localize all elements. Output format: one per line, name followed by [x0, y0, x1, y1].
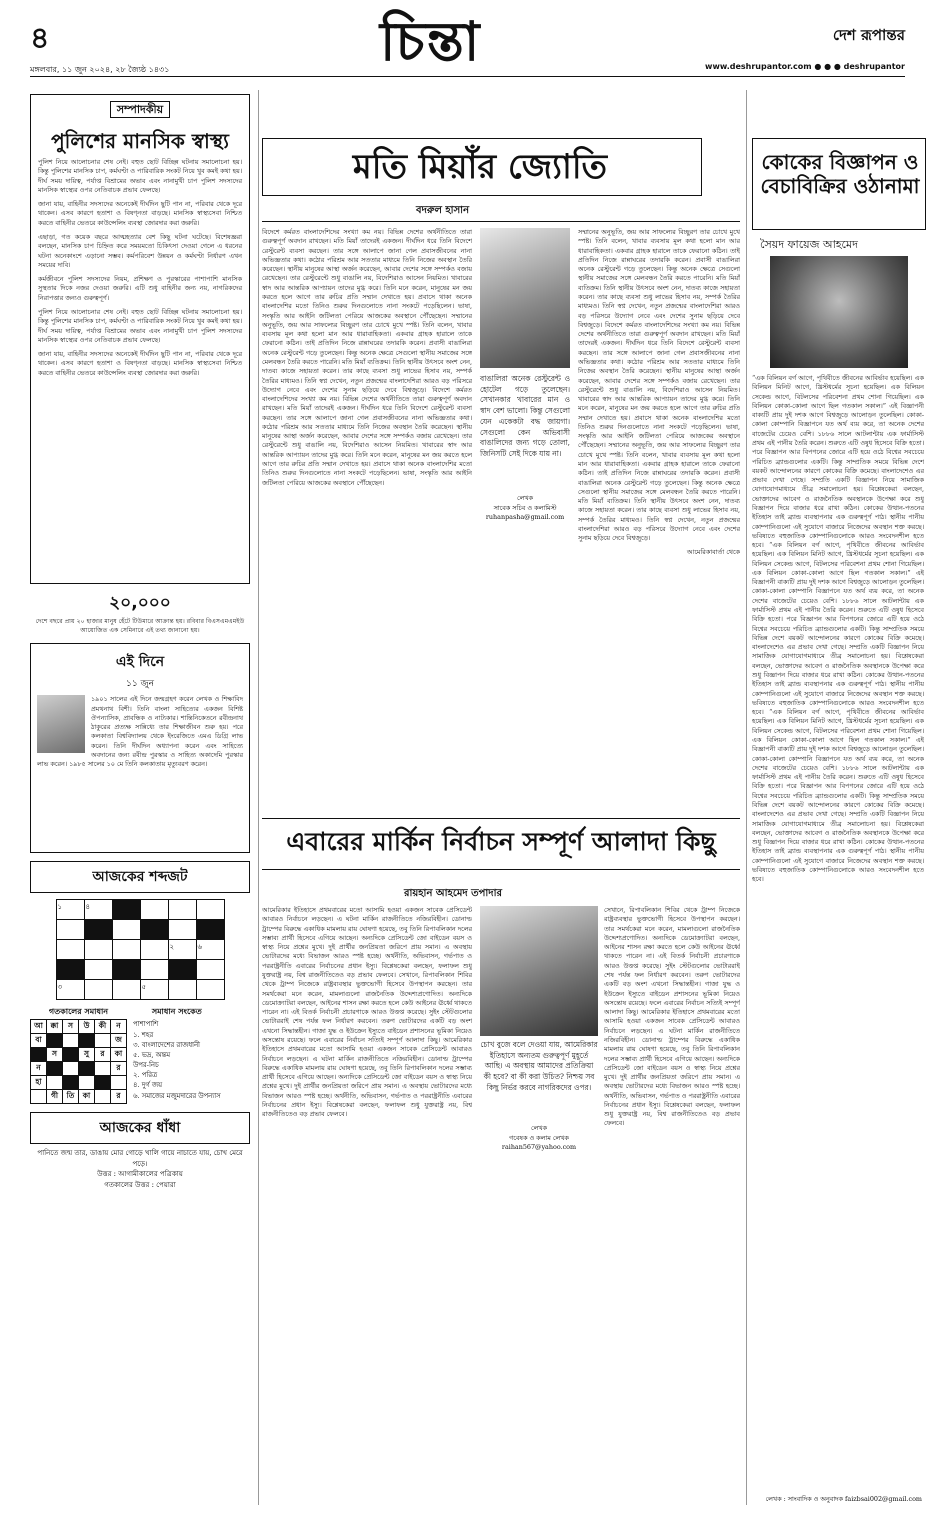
- blank-solution-cell: [47, 1034, 63, 1048]
- article2-pullquote: চোখ বুজে বলে দেওয়া যায়, আমেরিকার ইতিহাসে অন্যতম গুরুত্বপূর্ণ মুহূর্তে আছি। এ অবস্থায় আমাদের প্রতিক্রিয়া কী হবে? বা কী করা উচিত? নিশ্চয় সব কিছু নির্ভর করবে নাগরিকদের ওপর।: [480, 1040, 598, 1092]
- solution-cell: সু: [79, 1048, 95, 1062]
- stat-text: দেশে বছরে প্রায় ২০ হাজার মানুষ হেঁটে টিউমারে আক্রান্ত হয়। রবিবার বিএসএমএমইউ আয়োজিত এক সেমিনারে এই তথ্য জানানো হয়।: [35, 618, 245, 634]
- article1-source: আমেরিকাবার্তা থেকে: [686, 547, 740, 556]
- cell[interactable]: ২: [168, 940, 196, 960]
- blank-solution-cell: [79, 1076, 95, 1090]
- blank-solution-cell: [63, 1034, 79, 1048]
- solution-block: [30, 1006, 127, 1104]
- riddle-title: আজকের ধাঁধা: [30, 1112, 250, 1144]
- cell[interactable]: [112, 980, 140, 1000]
- masthead: [0, 0, 945, 78]
- solution-cell: স: [47, 1048, 63, 1062]
- solution-cell: স: [63, 1020, 79, 1034]
- solution-grid: [30, 1019, 127, 1104]
- blank-solution-cell: [63, 1076, 79, 1090]
- cell[interactable]: ৬: [196, 940, 224, 960]
- black-cell: [112, 900, 140, 920]
- cell[interactable]: [140, 900, 168, 920]
- black-cell: [140, 920, 168, 940]
- cell[interactable]: [84, 940, 112, 960]
- crossword-title: আজকের শব্দজট: [30, 861, 250, 893]
- cell[interactable]: [56, 940, 84, 960]
- dateline: মঙ্গলবার, ১১ জুন ২০২৪, ২৮ জ্যৈষ্ঠ ১৪৩১: [30, 65, 170, 74]
- solution-cell: ন: [111, 1020, 127, 1034]
- this-day-box: [30, 643, 250, 853]
- black-cell: [168, 960, 196, 980]
- cell[interactable]: [168, 900, 196, 920]
- clue-item: পাশাপাশি: [133, 1020, 159, 1029]
- cell[interactable]: [140, 960, 168, 980]
- crossword-grid[interactable]: [56, 899, 225, 1000]
- article1-byline: বদরুল হাসান: [416, 205, 470, 216]
- blank-solution-cell: [31, 1048, 47, 1062]
- solution-cell: কা: [111, 1048, 127, 1062]
- article-rule: [262, 221, 740, 222]
- clue-item: ৪. দুর্গ জয়: [133, 1081, 163, 1090]
- cell[interactable]: [84, 980, 112, 1000]
- article2-author-info: লেখক গবেষক ও কলাম লেখক raihan567@yahoo.com: [501, 1124, 577, 1152]
- solution-cell: আ: [31, 1020, 47, 1034]
- blank-solution-cell: [95, 1090, 111, 1104]
- stat-box: [30, 590, 250, 635]
- article3-headline[interactable]: কোকের বিজ্ঞাপন ও বেচাবিক্রির ওঠানামা: [760, 150, 920, 198]
- article2-column-1: আমেরিকার ইতিহাসে প্রথমবারের মতো আসামি হওয়া একজন সাবেক প্রেসিডেন্ট আবারও নির্বাচনে লড়ছেন। এ ঘটনা মার্কিন রাজনীতিতে নজিরবিহীন। ডোনাল্ড ট্রাম্পের বিরুদ্ধে একাধিক মামলায় রায় ঘোষণা হয়েছে, তবু তিনি রিপাবলিকান দলের সম্ভাব্য প্রার্থী হিসেবে এগিয়ে আছেন। অন্যদিকে প্রেসিডেন্ট জো বাইডেন বয়স ও স্বাস্থ্য নিয়ে প্রশ্নের মুখে। দুই প্রার্থীর জনপ্রিয়তা জরিপে প্রায় সমান। এ অবস্থায় ভোটারদের মধ্যে বিভাজন আরও স্পষ্ট হচ্ছে। অর্থনীতি, অভিবাসন, গর্ভপাত ও পররাষ্ট্রনীতি এবারের নির্বাচনের প্রধান ইস্যু। বিশ্লেষকেরা বলছেন, ফলাফল শুধু যুক্তরাষ্ট্র নয়, বিশ্ব রাজনীতিতেও বড় প্রভাব ফেলবে। সেখানে, রিপাবলিকান শিবির থেকে ট্রাম্প নিজেকে রাষ্ট্রব্যবস্থার ভুক্তভোগী হিসেবে উপস্থাপন করছেন। তার সমর্থকেরা মনে করেন, মামলাগুলো রাজনৈতিক উদ্দেশ্যপ্রণোদিত। অন্যদিকে ডেমোক্র্যাটরা বলছেন, আইনের শাসন রক্ষা করতে হলে কেউ আইনের ঊর্ধ্বে থাকতে পারেন না। এই বিতর্ক নির্বাচনী প্রচারণাকে আরও উত্তপ্ত করেছে। সুইং স্টেটগুলোর ভোটাররাই শেষ পর্যন্ত ফল নির্ধারণ করবেন। তরুণ ভোটারদের একটি বড় অংশ এখনো সিদ্ধান্তহীন। গাজা যুদ্ধ ও ইউক্রেন ইস্যুতে বাইডেন প্রশাসনের ভূমিকা নিয়েও অসন্তোষ রয়েছে। ফলে এবারের নির্বাচন সত্যিই সম্পূর্ণ আলাদা কিছু। আমেরিকার ইতিহাসে প্রথমবারের মতো আসামি হওয়া একজন সাবেক প্রেসিডেন্ট আবারও নির্বাচনে লড়ছেন। এ ঘটনা মার্কিন রাজনীতিতে নজিরবিহীন। ডোনাল্ড ট্রাম্পের বিরুদ্ধে একাধিক মামলায় রায় ঘোষণা হয়েছে, তবু তিনি রিপাবলিকান দলের সম্ভাব্য প্রার্থী হিসেবে এগিয়ে আছেন। অন্যদিকে প্রেসিডেন্ট জো বাইডেন বয়স ও স্বাস্থ্য নিয়ে প্রশ্নের মুখে। দুই প্রার্থীর জনপ্রিয়তা জরিপে প্রায় সমান। এ অবস্থায় ভোটারদের মধ্যে বিভাজন আরও স্পষ্ট হচ্ছে। অর্থনীতি, অভিবাসন, গর্ভপাত ও পররাষ্ট্রনীতি এবারের নির্বাচনের প্রধান ইস্যু। বিশ্লেষকেরা বলছেন, ফলাফল শুধু যুক্তরাষ্ট্র নয়, বিশ্ব রাজনীতিতেও বড় প্রভাব ফেলবে।: [262, 906, 472, 1119]
- blank-solution-cell: [95, 1076, 111, 1090]
- this-day-title: এই দিনে: [115, 654, 165, 671]
- article1-headline[interactable]: মতি মিয়াঁর জ্যোতি: [352, 147, 608, 187]
- cell[interactable]: [168, 920, 196, 940]
- cell[interactable]: [168, 980, 196, 1000]
- riddle-previous-answer: গতকালের উত্তর : পেয়ারা: [104, 1180, 176, 1189]
- article3-body: “এক বিলিয়ন বর্গ আগে, পৃথিবীতে জীবনের আবির্ভাব হয়েছিল। এক বিলিয়ন মিনিট আগে, খ্রিস্টধর্মের সূচনা হয়েছিল। এক বিলিয়ন সেকেন্ড আগে, বিটলসের পরিবেশনা প্রথম শোনা গিয়েছিল। এক বিলিয়ন কোকা-কোলা আগে ছিল গতকাল সকাল।” এই বিজ্ঞাপনী বাক্যটি প্রায় দুই দশক আগে বিশ্বজুড়ে আলোড়ন তুলেছিল। কোকা-কোলা কোম্পানি বিজ্ঞাপনে যত অর্থ ব্যয় করে, তা অনেক দেশের বাজেটের চেয়েও বেশি। ১৮৮৬ সালে আটলান্টায় এক ফার্মাসিস্ট প্রথম এই পানীয় তৈরি করেন। শুরুতে এটি ওষুধ হিসেবে বিক্রি হতো। পরে বিজ্ঞাপন আর বিপণনের জোরে এটি হয়ে ওঠে বিশ্বের সবচেয়ে পরিচিত ব্র্যান্ডগুলোর একটি। কিন্তু সাম্প্রতিক সময়ে বিভিন্ন দেশে বয়কট আন্দোলনের কারণে কোকের বিক্রি কমেছে। বাংলাদেশেও এর প্রভাব দেখা গেছে। সম্প্রতি একটি বিজ্ঞাপন নিয়ে সামাজিক যোগাযোগমাধ্যমে তীব্র সমালোচনা হয়। বিশ্লেষকেরা বলছেন, ভোক্তাদের আবেগ ও রাজনৈতিক অবস্থানকে উপেক্ষা করে শুধু বিজ্ঞাপন দিয়ে বাজার ধরে রাখা কঠিন। কোকের উত্থান-পতনের ইতিহাস তাই ব্র্যান্ড ব্যবস্থাপনার এক গুরুত্বপূর্ণ পাঠ। স্থানীয় পানীয় কোম্পানিগুলো এই সুযোগে বাজারে নিজেদের অবস্থান শক্ত করছে। ভবিষ্যতে বহুজাতিক কোম্পানিগুলোকে আরও সংবেদনশীল হতে হবে। “এক বিলিয়ন বর্গ আগে, পৃথিবীতে জীবনের আবির্ভাব হয়েছিল। এক বিলিয়ন মিনিট আগে, খ্রিস্টধর্মের সূচনা হয়েছিল। এক বিলিয়ন সেকেন্ড আগে, বিটলসের পরিবেশনা প্রথম শোনা গিয়েছিল। এক বিলিয়ন কোকা-কোলা আগে ছিল গতকাল সকাল।” এই বিজ্ঞাপনী বাক্যটি প্রায় দুই দশক আগে বিশ্বজুড়ে আলোড়ন তুলেছিল। কোকা-কোলা কোম্পানি বিজ্ঞাপনে যত অর্থ ব্যয় করে, তা অনেক দেশের বাজেটের চেয়েও বেশি। ১৮৮৬ সালে আটলান্টায় এক ফার্মাসিস্ট প্রথম এই পানীয় তৈরি করেন। শুরুতে এটি ওষুধ হিসেবে বিক্রি হতো। পরে বিজ্ঞাপন আর বিপণনের জোরে এটি হয়ে ওঠে বিশ্বের সবচেয়ে পরিচিত ব্র্যান্ডগুলোর একটি। কিন্তু সাম্প্রতিক সময়ে বিভিন্ন দেশে বয়কট আন্দোলনের কারণে কোকের বিক্রি কমেছে। বাংলাদেশেও এর প্রভাব দেখা গেছে। সম্প্রতি একটি বিজ্ঞাপন নিয়ে সামাজিক যোগাযোগমাধ্যমে তীব্র সমালোচনা হয়। বিশ্লেষকেরা বলছেন, ভোক্তাদের আবেগ ও রাজনৈতিক অবস্থানকে উপেক্ষা করে শুধু বিজ্ঞাপন দিয়ে বাজার ধরে রাখা কঠিন। কোকের উত্থান-পতনের ইতিহাস তাই ব্র্যান্ড ব্যবস্থাপনার এক গুরুত্বপূর্ণ পাঠ। স্থানীয় পানীয় কোম্পানিগুলো এই সুযোগে বাজারে নিজেদের অবস্থান শক্ত করছে। ভবিষ্যতে বহুজাতিক কোম্পানিগুলোকে আরও সংবেদনশীল হতে হবে। “এক বিলিয়ন বর্গ আগে, পৃথিবীতে জীবনের আবির্ভাব হয়েছিল। এক বিলিয়ন মিনিট আগে, খ্রিস্টধর্মের সূচনা হয়েছিল। এক বিলিয়ন সেকেন্ড আগে, বিটলসের পরিবেশনা প্রথম শোনা গিয়েছিল। এক বিলিয়ন কোকা-কোলা আগে ছিল গতকাল সকাল।” এই বিজ্ঞাপনী বাক্যটি প্রায় দুই দশক আগে বিশ্বজুড়ে আলোড়ন তুলেছিল। কোকা-কোলা কোম্পানি বিজ্ঞাপনে যত অর্থ ব্যয় করে, তা অনেক দেশের বাজেটের চেয়েও বেশি। ১৮৮৬ সালে আটলান্টায় এক ফার্মাসিস্ট প্রথম এই পানীয় তৈরি করেন। শুরুতে এটি ওষুধ হিসেবে বিক্রি হতো। পরে বিজ্ঞাপন আর বিপণনের জোরে এটি হয়ে ওঠে বিশ্বের সবচেয়ে পরিচিত ব্র্যান্ডগুলোর একটি। কিন্তু সাম্প্রতিক সময়ে বিভিন্ন দেশে বয়কট আন্দোলনের কারণে কোকের বিক্রি কমেছে। বাংলাদেশেও এর প্রভাব দেখা গেছে। সম্প্রতি একটি বিজ্ঞাপন নিয়ে সামাজিক যোগাযোগমাধ্যমে তীব্র সমালোচনা হয়। বিশ্লেষকেরা বলছেন, ভোক্তাদের আবেগ ও রাজনৈতিক অবস্থানকে উপেক্ষা করে শুধু বিজ্ঞাপন দিয়ে বাজার ধরে রাখা কঠিন। কোকের উত্থান-পতনের ইতিহাস তাই ব্র্যান্ড ব্যবস্থাপনার এক গুরুত্বপূর্ণ পাঠ। স্থানীয় পানীয় কোম্পানিগুলো এই সুযোগে বাজারে নিজেদের অবস্থান শক্ত করছে। ভবিষ্যতে বহুজাতিক কোম্পানিগুলোকে আরও সংবেদনশীল হতে হবে।: [752, 374, 924, 884]
- clue-item: ২. পরিত্র: [133, 1071, 158, 1080]
- portrait-photo: [37, 695, 85, 753]
- author-photo: [480, 228, 570, 368]
- black-cell: [112, 960, 140, 980]
- this-day-date: ১১ জুন: [126, 679, 154, 690]
- article1-pullquote: বাঙালিরা অনেক রেস্টুরেন্ট ও হোটেল গড়ে তুলেছেন। সেখানকার খাবারের মান ও স্বাদ বেশ ভালো। কিন্তু সেগুলো যেন একেকটা বদ্ধ জায়গা। সেগুলো কেন অভিবাসী বাঙালিদের জন্য গড়ে তোলা, জিনিসটি সেই দিকে যায় না।: [480, 374, 570, 459]
- article2-column-2: সেখানে, রিপাবলিকান শিবির থেকে ট্রাম্প নিজেকে রাষ্ট্রব্যবস্থার ভুক্তভোগী হিসেবে উপস্থাপন করছেন। তার সমর্থকেরা মনে করেন, মামলাগুলো রাজনৈতিক উদ্দেশ্যপ্রণোদিত। অন্যদিকে ডেমোক্র্যাটরা বলছেন, আইনের শাসন রক্ষা করতে হলে কেউ আইনের ঊর্ধ্বে থাকতে পারেন না। এই বিতর্ক নির্বাচনী প্রচারণাকে আরও উত্তপ্ত করেছে। সুইং স্টেটগুলোর ভোটাররাই শেষ পর্যন্ত ফল নির্ধারণ করবেন। তরুণ ভোটারদের একটি বড় অংশ এখনো সিদ্ধান্তহীন। গাজা যুদ্ধ ও ইউক্রেন ইস্যুতে বাইডেন প্রশাসনের ভূমিকা নিয়েও অসন্তোষ রয়েছে। ফলে এবারের নির্বাচন সত্যিই সম্পূর্ণ আলাদা কিছু। আমেরিকার ইতিহাসে প্রথমবারের মতো আসামি হওয়া একজন সাবেক প্রেসিডেন্ট আবারও নির্বাচনে লড়ছেন। এ ঘটনা মার্কিন রাজনীতিতে নজিরবিহীন। ডোনাল্ড ট্রাম্পের বিরুদ্ধে একাধিক মামলায় রায় ঘোষণা হয়েছে, তবু তিনি রিপাবলিকান দলের সম্ভাব্য প্রার্থী হিসেবে এগিয়ে আছেন। অন্যদিকে প্রেসিডেন্ট জো বাইডেন বয়স ও স্বাস্থ্য নিয়ে প্রশ্নের মুখে। দুই প্রার্থীর জনপ্রিয়তা জরিপে প্রায় সমান। এ অবস্থায় ভোটারদের মধ্যে বিভাজন আরও স্পষ্ট হচ্ছে। অর্থনীতি, অভিবাসন, গর্ভপাত ও পররাষ্ট্রনীতি এবারের নির্বাচনের প্রধান ইস্যু। বিশ্লেষকেরা বলছেন, ফলাফল শুধু যুক্তরাষ্ট্র নয়, বিশ্ব রাজনীতিতেও বড় প্রভাব ফেলবে।: [604, 906, 740, 1128]
- blank-solution-cell: [31, 1090, 47, 1104]
- clue-item: ৫. ভদ্র, অন্তম: [133, 1050, 170, 1059]
- riddle-answer-note: উত্তর : আগামীকালের পত্রিকায়: [97, 1170, 183, 1179]
- solution-cell: জ: [111, 1034, 127, 1048]
- blank-solution-cell: [63, 1062, 79, 1076]
- cell[interactable]: [140, 940, 168, 960]
- article3-byline: সৈয়দ ফায়েজ আহমেদ: [760, 238, 858, 251]
- cell[interactable]: [196, 900, 224, 920]
- solution-cell: হা: [31, 1076, 47, 1090]
- article2-headline[interactable]: এবারের মার্কিন নির্বাচন সম্পূর্ণ আলাদা কিছু: [286, 827, 716, 856]
- solution-cell: কী: [95, 1020, 111, 1034]
- newspaper-logo: দেশ রূপান্তর: [832, 26, 905, 44]
- editorial-body: পুলিশ নিয়ে আলোচনার শেষ নেই। বহুত ছোট বিচ্ছিন্ন ঘটনায় সমালোচনা হয়। কিন্তু পুলিশের মানসিক চাপ, কর্মঘণ্টা ও পারিবারিক সংকট নিয়ে খুব কমই কথা হয়। দীর্ঘ সময় দায়িত্ব, পর্যাপ্ত বিশ্রামের অভাব এবং নানামুখী চাপ পুলিশ সদস্যদের মানসিক স্বাস্থ্যের ওপর নেতিবাচক প্রভাব ফেলছে। জানা যায়, বাহিনীর সদস্যদের অনেকেই দীর্ঘদিন ছুটি পান না, পরিবার থেকে দূরে থাকেন। এসব কারণে হতাশা ও বিষণ্নতা বাড়ছে। মানসিক স্বাস্থ্যসেবা নিশ্চিত করতে বাহিনীর ভেতরে কাউন্সেলিং ব্যবস্থা জোরদার করা জরুরি। এছাড়া, গত কয়েক বছরে আত্মহত্যার বেশ কিছু ঘটনা ঘটেছে। বিশেষজ্ঞরা বলছেন, মানসিক চাপ চিহ্নিত করে সময়মতো চিকিৎসা দেওয়া গেলে এ ধরনের ঘটনা অনেকাংশে এড়ানো সম্ভব। কর্মপরিবেশ উন্নয়ন ও কর্মঘণ্টা নির্ধারণ এখন সময়ের দাবি। কর্মজীবনে পুলিশ সদস্যদের নিয়ম, প্রশিক্ষণ ও পুরস্কারের পাশাপাশি মানসিক সুস্থতার দিকে নজর দেওয়া জরুরি। এটি শুধু বাহিনীর জন্য নয়, নাগরিকদের নিরাপত্তার জন্যও গুরুত্বপূর্ণ। পুলিশ নিয়ে আলোচনার শেষ নেই। বহুত ছোট বিচ্ছিন্ন ঘটনায় সমালোচনা হয়। কিন্তু পুলিশের মানসিক চাপ, কর্মঘণ্টা ও পারিবারিক সংকট নিয়ে খুব কমই কথা হয়। দীর্ঘ সময় দায়িত্ব, পর্যাপ্ত বিশ্রামের অভাব এবং নানামুখী চাপ পুলিশ সদস্যদের মানসিক স্বাস্থ্যের ওপর নেতিবাচক প্রভাব ফেলছে। জানা যায়, বাহিনীর সদস্যদের অনেকেই দীর্ঘদিন ছুটি পান না, পরিবার থেকে দূরে থাকেন। এসব কারণে হতাশা ও বিষণ্নতা বাড়ছে। মানসিক স্বাস্থ্যসেবা নিশ্চিত করতে বাহিনীর ভেতরে কাউন্সেলিং ব্যবস্থা জোরদার করা জরুরি।: [38, 158, 242, 377]
- section-title: চিন্তা: [380, 9, 482, 73]
- blank-solution-cell: [95, 1062, 111, 1076]
- cell[interactable]: [112, 920, 140, 940]
- clue-item: ৩. বাংলাদেশের রাজধানী: [133, 1040, 200, 1049]
- riddle-text: পানিতে জন্ম তার, ডাঙায় মোর গোড়ে খালি গায়ে নাচাতে যায়, চোখ মেরে পড়ে।: [37, 1149, 243, 1168]
- cell[interactable]: ৫: [140, 980, 168, 1000]
- article1-column-2: সম্মানের অনুভূতি, জয় আর সাফল্যের বিচ্ছুরণ তার চোখে মুখে স্পষ্ট। তিনি বলেন, খাবার ব্যবসায় মূল কথা হলো মান আর ধারাবাহিকতা। একবার গ্রাহক হারালে তাকে ফেরানো কঠিন। তাই প্রতিদিন নিজে রান্নাঘরের তদারকি করেন। প্রবাসী বাঙালিরা অনেক রেস্টুরেন্ট গড়ে তুলেছেন। কিন্তু অনেক ক্ষেত্রে সেগুলো স্থানীয় সমাজের সঙ্গে মেলবন্ধন তৈরি করতে পারেনি। মতি মিয়াঁ ব্যতিক্রম। তিনি স্থানীয় উৎসবে অংশ নেন, দাতব্য কাজে সহায়তা করেন। তার কাছে ব্যবসা শুধু লাভের হিসাব নয়, সম্পর্ক তৈরির মাধ্যমও। তিনি স্বপ্ন দেখেন, নতুন প্রজন্মের বাংলাদেশিরা আরও বড় পরিসরে উদ্যোগ নেবে এবং দেশের সুনাম ছড়িয়ে দেবে বিশ্বজুড়ে। বিদেশে কর্মরত বাংলাদেশিদের সংখ্যা কম নয়। বিভিন্ন দেশের অর্থনীতিতে তারা গুরুত্বপূর্ণ অবদান রাখছেন। মতি মিয়াঁ তাদেরই একজন। দীর্ঘদিন ধরে তিনি বিদেশে রেস্টুরেন্ট ব্যবসা করছেন। তার সঙ্গে আলাপে জানা গেল প্রবাসজীবনের নানা অভিজ্ঞতার কথা। কঠোর পরিশ্রম আর সততার মাধ্যমে তিনি নিজের অবস্থান তৈরি করেছেন। স্থানীয় মানুষের আস্থা অর্জন করেছেন, আবার দেশের সঙ্গে সম্পর্কও বজায় রেখেছেন। তার রেস্টুরেন্টে শুধু বাঙালি নয়, বিদেশিরাও আসেন নিয়মিত। খাবারের স্বাদ আর আন্তরিক আপ্যায়ন তাদের মুগ্ধ করে। তিনি মনে করেন, মানুষের মন জয় করতে হলে আগে তার রুচির প্রতি সম্মান দেখাতে হয়। প্রবাসে থাকা অনেক বাংলাদেশির মতো তিনিও শুরুর দিনগুলোতে নানা সংকটে পড়েছিলেন। ভাষা, সংস্কৃতি আর আইনি জটিলতা পেরিয়ে আজকের অবস্থানে পৌঁছেছেন। সম্মানের অনুভূতি, জয় আর সাফল্যের বিচ্ছুরণ তার চোখে মুখে স্পষ্ট। তিনি বলেন, খাবার ব্যবসায় মূল কথা হলো মান আর ধারাবাহিকতা। একবার গ্রাহক হারালে তাকে ফেরানো কঠিন। তাই প্রতিদিন নিজে রান্নাঘরের তদারকি করেন। প্রবাসী বাঙালিরা অনেক রেস্টুরেন্ট গড়ে তুলেছেন। কিন্তু অনেক ক্ষেত্রে সেগুলো স্থানীয় সমাজের সঙ্গে মেলবন্ধন তৈরি করতে পারেনি। মতি মিয়াঁ ব্যতিক্রম। তিনি স্থানীয় উৎসবে অংশ নেন, দাতব্য কাজে সহায়তা করেন। তার কাছে ব্যবসা শুধু লাভের হিসাব নয়, সম্পর্ক তৈরির মাধ্যমও। তিনি স্বপ্ন দেখেন, নতুন প্রজন্মের বাংলাদেশিরা আরও বড় পরিসরে উদ্যোগ নেবে এবং দেশের সুনাম ছড়িয়ে দেবে বিশ্বজুড়ে। আমেরিকাবার্তা থেকে: [578, 228, 740, 556]
- riddle-box: [30, 1148, 250, 1190]
- blank-solution-cell: [63, 1048, 79, 1062]
- stat-number: ২০,০০০: [109, 593, 171, 613]
- clue-item: ১. শহর: [133, 1030, 154, 1039]
- article2-byline: রায়হান আহমেদ তপাদার: [404, 888, 502, 899]
- cell[interactable]: [196, 980, 224, 1000]
- social-handle: deshrupantor: [843, 62, 905, 71]
- blank-solution-cell: [79, 1062, 95, 1076]
- solution-cell: ক্কা: [47, 1020, 63, 1034]
- article3-author-info: লেখক : সাংবাদিক ও অনুবাদক faizbsai002@gmail.com: [765, 1495, 922, 1503]
- black-cell: [84, 920, 112, 940]
- article1-author-info: লেখক সাবেক সচিব ও কলামিস্ট ruhanpasha@gmail.com: [485, 494, 565, 522]
- cell[interactable]: [84, 960, 112, 980]
- clues-title: সমাধান সংকেত: [151, 1006, 202, 1017]
- solution-cell: বা: [31, 1034, 47, 1048]
- solution-title: গতকালের সমাধান: [48, 1006, 109, 1017]
- blank-solution-cell: [47, 1062, 63, 1076]
- page-number: ৪: [30, 21, 50, 56]
- cell[interactable]: ৪: [84, 900, 112, 920]
- left-column: [30, 94, 250, 1190]
- solution-cell: তি: [63, 1090, 79, 1104]
- solution-cell: ন: [31, 1062, 47, 1076]
- cell[interactable]: ১: [56, 900, 84, 920]
- solution-cell: র: [95, 1048, 111, 1062]
- column-divider: [746, 90, 747, 1505]
- solution-cell: গী: [47, 1090, 63, 1104]
- cell[interactable]: [112, 940, 140, 960]
- this-day-text: ১৯০১ সালের এই দিনে জন্মগ্রহণ করেন লেখক ও শিক্ষাবিদ প্রমথনাথ বিশী। তিনি বাংলা সাহিত্যের একজন বিশিষ্ট ঔপন্যাসিক, প্রাবন্ধিক ও নাট্যকার। শান্তিনিকেতনে রবীন্দ্রনাথ ঠাকুরের প্রত্যক্ষ সান্নিধ্যে তার শিক্ষাজীবন শুরু হয়। পরে কলকাতা বিশ্ববিদ্যালয় থেকে ইংরেজিতে এমএ ডিগ্রি লাভ করেন। তিনি দীর্ঘদিন অধ্যাপনা করেন এবং সাহিত্যে অবদানের জন্য রবীন্দ্র পুরস্কার ও সাহিত্য অকাদেমি পুরস্কার লাভ করেন। ১৯৮৫ সালের ১০ মে তিনি কলকাতায় মৃত্যুবরণ করেন।: [37, 695, 243, 769]
- black-cell: [196, 920, 224, 940]
- crossword-solution-area: [30, 1006, 250, 1104]
- cell[interactable]: ৩: [56, 980, 84, 1000]
- black-cell: [56, 960, 84, 980]
- blank-solution-cell: [111, 1076, 127, 1090]
- solution-cell: র: [111, 1090, 127, 1104]
- solution-cell: উ: [79, 1020, 95, 1034]
- header-rule: [30, 76, 905, 77]
- social-icons: ● ● ●: [814, 62, 844, 71]
- solution-cell: কা: [79, 1090, 95, 1104]
- article1-column-1: বিদেশে কর্মরত বাংলাদেশিদের সংখ্যা কম নয়। বিভিন্ন দেশের অর্থনীতিতে তারা গুরুত্বপূর্ণ অবদান রাখছেন। মতি মিয়াঁ তাদেরই একজন। দীর্ঘদিন ধরে তিনি বিদেশে রেস্টুরেন্ট ব্যবসা করছেন। তার সঙ্গে আলাপে জানা গেল প্রবাসজীবনের নানা অভিজ্ঞতার কথা। কঠোর পরিশ্রম আর সততার মাধ্যমে তিনি নিজের অবস্থান তৈরি করেছেন। স্থানীয় মানুষের আস্থা অর্জন করেছেন, আবার দেশের সঙ্গে সম্পর্কও বজায় রেখেছেন। তার রেস্টুরেন্টে শুধু বাঙালি নয়, বিদেশিরাও আসেন নিয়মিত। খাবারের স্বাদ আর আন্তরিক আপ্যায়ন তাদের মুগ্ধ করে। তিনি মনে করেন, মানুষের মন জয় করতে হলে আগে তার রুচির প্রতি সম্মান দেখাতে হয়। প্রবাসে থাকা অনেক বাংলাদেশির মতো তিনিও শুরুর দিনগুলোতে নানা সংকটে পড়েছিলেন। ভাষা, সংস্কৃতি আর আইনি জটিলতা পেরিয়ে আজকের অবস্থানে পৌঁছেছেন। সম্মানের অনুভূতি, জয় আর সাফল্যের বিচ্ছুরণ তার চোখে মুখে স্পষ্ট। তিনি বলেন, খাবার ব্যবসায় মূল কথা হলো মান আর ধারাবাহিকতা। একবার গ্রাহক হারালে তাকে ফেরানো কঠিন। তাই প্রতিদিন নিজে রান্নাঘরের তদারকি করেন। প্রবাসী বাঙালিরা অনেক রেস্টুরেন্ট গড়ে তুলেছেন। কিন্তু অনেক ক্ষেত্রে সেগুলো স্থানীয় সমাজের সঙ্গে মেলবন্ধন তৈরি করতে পারেনি। মতি মিয়াঁ ব্যতিক্রম। তিনি স্থানীয় উৎসবে অংশ নেন, দাতব্য কাজে সহায়তা করেন। তার কাছে ব্যবসা শুধু লাভের হিসাব নয়, সম্পর্ক তৈরির মাধ্যমও। তিনি স্বপ্ন দেখেন, নতুন প্রজন্মের বাংলাদেশিরা আরও বড় পরিসরে উদ্যোগ নেবে এবং দেশের সুনাম ছড়িয়ে দেবে বিশ্বজুড়ে। বিদেশে কর্মরত বাংলাদেশিদের সংখ্যা কম নয়। বিভিন্ন দেশের অর্থনীতিতে তারা গুরুত্বপূর্ণ অবদান রাখছেন। মতি মিয়াঁ তাদেরই একজন। দীর্ঘদিন ধরে তিনি বিদেশে রেস্টুরেন্ট ব্যবসা করছেন। তার সঙ্গে আলাপে জানা গেল প্রবাসজীবনের নানা অভিজ্ঞতার কথা। কঠোর পরিশ্রম আর সততার মাধ্যমে তিনি নিজের অবস্থান তৈরি করেছেন। স্থানীয় মানুষের আস্থা অর্জন করেছেন, আবার দেশের সঙ্গে সম্পর্কও বজায় রেখেছেন। তার রেস্টুরেন্টে শুধু বাঙালি নয়, বিদেশিরাও আসেন নিয়মিত। খাবারের স্বাদ আর আন্তরিক আপ্যায়ন তাদের মুগ্ধ করে। তিনি মনে করেন, মানুষের মন জয় করতে হলে আগে তার রুচির প্রতি সম্মান দেখাতে হয়। প্রবাসে থাকা অনেক বাংলাদেশির মতো তিনিও শুরুর দিনগুলোতে নানা সংকটে পড়েছিলেন। ভাষা, সংস্কৃতি আর আইনি জটিলতা পেরিয়ে আজকের অবস্থানে পৌঁছেছেন।: [262, 228, 472, 487]
- editorial-box: [30, 94, 250, 584]
- clue-item: উপর-নিচ: [133, 1061, 159, 1070]
- blank-solution-cell: [47, 1076, 63, 1090]
- clue-item: ৬. সমাজের মজুমদারের উপন্যাস: [133, 1091, 221, 1100]
- column-divider: [258, 90, 259, 1505]
- author-photo: [770, 256, 908, 368]
- clues-list: [133, 1019, 221, 1101]
- cell[interactable]: [196, 960, 224, 980]
- solution-cell: র: [111, 1062, 127, 1076]
- author-photo: [480, 906, 598, 1036]
- clues-block: [133, 1006, 221, 1104]
- blank-solution-cell: [79, 1034, 95, 1048]
- website-link[interactable]: [705, 62, 905, 71]
- editorial-title: পুলিশের মানসিক স্বাস্থ্য: [51, 129, 229, 153]
- website-url: www.deshrupantor.com: [705, 62, 812, 71]
- cell[interactable]: [56, 920, 84, 940]
- blank-solution-cell: [95, 1034, 111, 1048]
- editorial-kicker: সম্পাদকীয়: [38, 101, 242, 120]
